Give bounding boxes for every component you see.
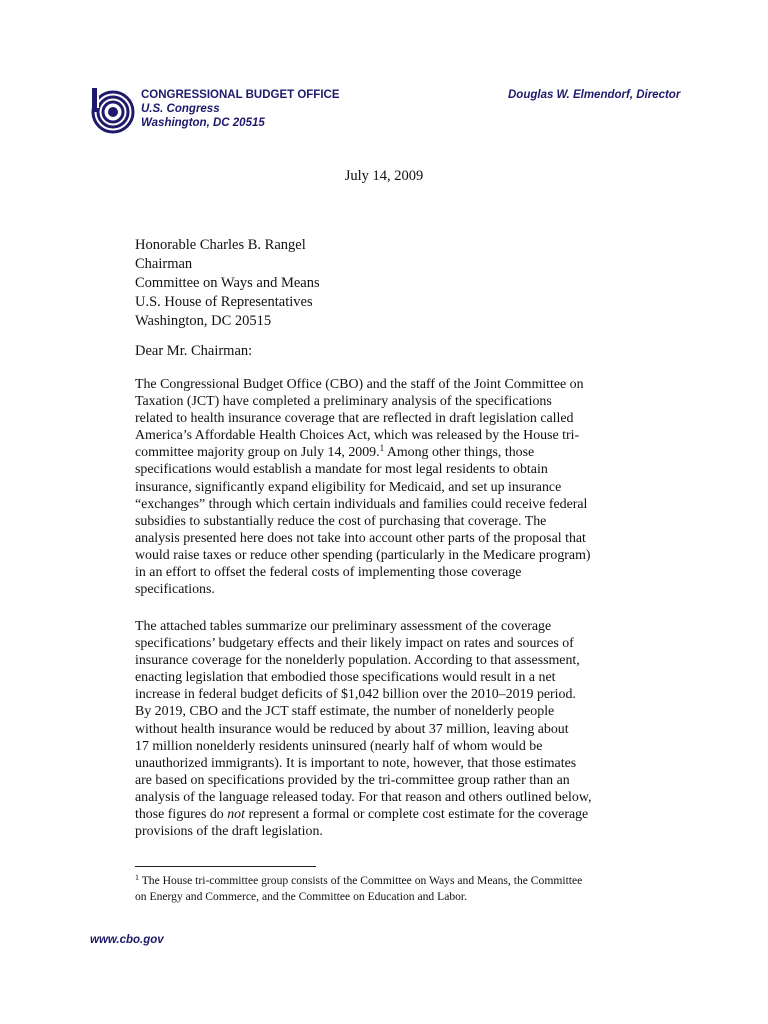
text-span: committee majority group on July 14, 2009. — [135, 445, 380, 461]
text-line: specifications. — [135, 582, 215, 598]
text-line — [135, 806, 635, 823]
footnote-text: The House tri-committee group consists of the Committee on Ways and Means, the Committee — [139, 874, 583, 887]
org-sub: U.S. Congress — [141, 103, 220, 115]
letterhead — [88, 86, 688, 146]
org-city: Washington, DC 20515 — [141, 117, 265, 129]
footnote-number: 1 — [135, 873, 139, 882]
footnote-line — [135, 873, 635, 889]
salutation: Dear Mr. Chairman: — [135, 343, 253, 359]
footnote-line: on Energy and Commerce, and the Committee on Education and Labor. — [135, 889, 468, 903]
org-block — [141, 88, 340, 130]
text-line: would raise taxes or reduce other spending (particularly in the Medicare program) — [135, 547, 591, 563]
text-line: without health insurance would be reduced by about 37 million, leaving about — [135, 721, 569, 737]
text-line: specifications’ budgetary effects and their likely impact on rates and sources of — [135, 636, 574, 652]
text-line: The Congressional Budget Office (CBO) and the staff of the Joint Committee on — [135, 377, 584, 392]
cbo-logo-icon — [88, 86, 136, 134]
text-line: analysis of the language released today. For that reason and others outlined below, — [135, 789, 592, 805]
text-span: Among other things, those — [384, 445, 535, 461]
text-line: insurance coverage for the nonelderly population. According to that assessment, — [135, 653, 580, 669]
letter-date: July 14, 2009 — [344, 168, 424, 184]
text-line: By 2019, CBO and the JCT staff estimate, the number of nonelderly people — [135, 704, 555, 720]
text-line: enacting legislation that embodied those specifications would result in a net — [135, 670, 556, 686]
text-line: specifications would establish a mandate for most legal residents to obtain — [135, 462, 548, 478]
text-line: America’s Affordable Health Choices Act, which was released by the House tri- — [135, 428, 580, 444]
recipient-address — [135, 236, 320, 331]
text-line: analysis presented here does not take into account other parts of the proposal that — [135, 530, 586, 546]
text-span: those figures do — [135, 807, 224, 823]
text-line: related to health insurance coverage that are reflected in draft legislation called — [135, 411, 574, 427]
footnote-reference[interactable]: 1 — [379, 443, 385, 454]
text-line: 17 million nonelderly residents uninsured (nearly half of whom would be — [135, 738, 543, 754]
address-line: Washington, DC 20515 — [135, 313, 272, 329]
text-line: subsidies to substantially reduce the cost of purchasing that coverage. The — [135, 513, 547, 529]
text-line: provisions of the draft legislation. — [135, 824, 323, 840]
text-line: increase in federal budget deficits of $1,042 billion over the 2010–2019 period. — [135, 687, 576, 703]
body-paragraph-1 — [135, 376, 635, 598]
text-line: The attached tables summarize our preliminary assessment of the coverage — [135, 619, 552, 634]
address-line: Chairman — [135, 256, 193, 272]
address-line: U.S. House of Representatives — [135, 294, 313, 310]
text-line: unauthorized immigrants). It is important to note, however, that those estimates — [135, 755, 577, 771]
text-line: Taxation (JCT) have completed a preliminary analysis of the specifications — [135, 394, 552, 410]
org-name: CONGRESSIONAL BUDGET OFFICE — [141, 89, 340, 101]
text-line — [135, 444, 635, 461]
emphasis-text: not — [227, 807, 245, 823]
director-name: Douglas W. Elmendorf, Director — [508, 89, 681, 101]
body-paragraph-2 — [135, 618, 635, 840]
footnote — [135, 873, 635, 904]
text-span: represent a formal or complete cost estimate for the coverage — [244, 807, 589, 823]
address-line: Committee on Ways and Means — [135, 275, 320, 291]
text-line: in an effort to offset the federal costs of implementing those coverage — [135, 565, 522, 581]
website-link[interactable]: www.cbo.gov — [90, 934, 164, 946]
footnote-divider — [135, 866, 316, 867]
text-line: insurance, significantly expand eligibility for Medicaid, and set up insurance — [135, 479, 562, 495]
text-line: are based on specifications provided by the tri-committee group rather than an — [135, 772, 570, 788]
address-line: Honorable Charles B. Rangel — [135, 237, 306, 253]
text-line: “exchanges” through which certain individuals and families could receive federal — [135, 496, 588, 512]
